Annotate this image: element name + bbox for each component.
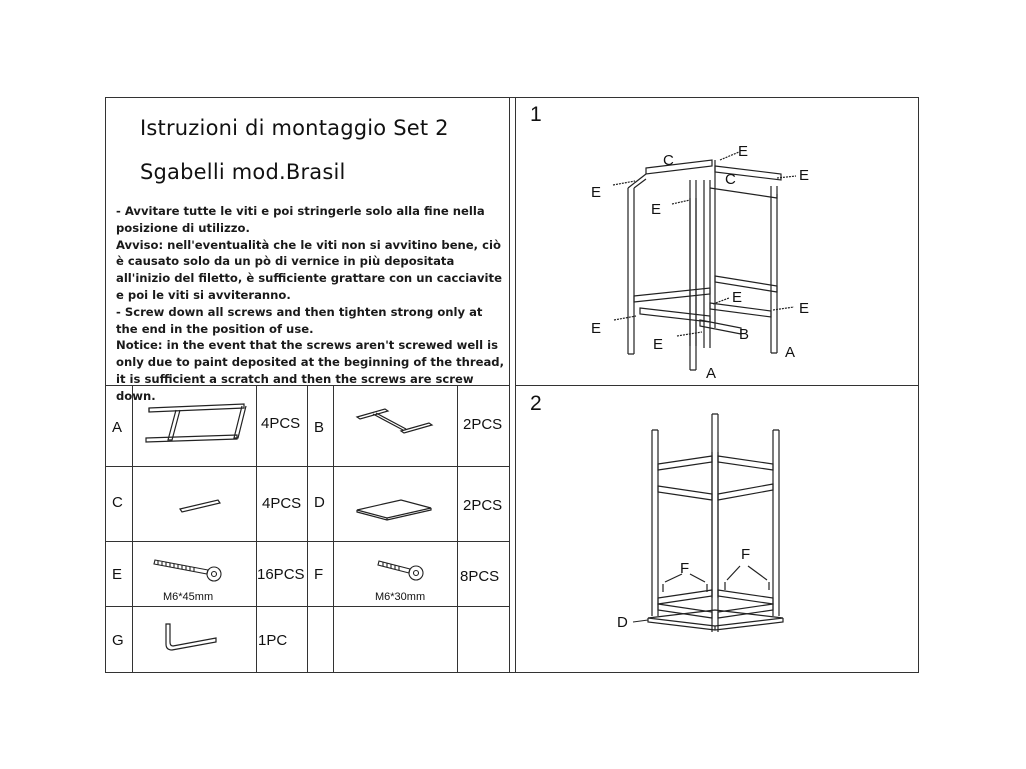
short-bolt-icon	[376, 558, 436, 588]
label-e-3: E	[799, 167, 810, 184]
note-en-1: - Screw down all screws and then tighten strong only at the end in the position of use.	[116, 304, 483, 336]
part-qty-b: 2PCS	[463, 416, 503, 433]
note-en-2: Notice: in the event that the screws aren't screwed well is only due to paint deposited at the beginning of the thread, it is sufficient a scratch and then the screws are screw down.	[116, 338, 504, 403]
label-c-1: C	[663, 152, 674, 169]
part-letter-d: D	[314, 494, 325, 511]
part-letter-e: E	[112, 566, 123, 583]
note-it-2: Avviso: nell'eventualità che le viti non si avvitino bene, ciò è causato solo da un pò di vernice in più depositata all'inizio del filetto, è sufficiente grattare con un cacciavite e poi le viti si avviteranno.	[116, 237, 502, 302]
label-e-5: E	[732, 289, 743, 306]
part-qty-e: 16PCS	[257, 566, 305, 583]
parts-col-divider-3	[307, 385, 308, 673]
part-letter-f: F	[314, 566, 324, 583]
step-2-number: 2	[530, 392, 542, 415]
allen-key-icon	[160, 620, 230, 660]
label-e-1: E	[738, 143, 749, 160]
rod-c-icon	[178, 495, 228, 515]
side-frame-icon	[142, 400, 252, 450]
label-f-1: F	[680, 560, 690, 577]
label-e-7: E	[591, 320, 602, 337]
part-letter-g: G	[112, 632, 124, 649]
label-a-1: A	[785, 344, 796, 361]
part-spec-f: M6*30mm	[375, 591, 426, 603]
parts-col-divider-4	[333, 385, 334, 673]
label-e-4: E	[651, 201, 662, 218]
label-d: D	[617, 614, 628, 631]
part-letter-a: A	[112, 419, 123, 436]
part-qty-a: 4PCS	[261, 415, 301, 432]
label-a-2: A	[706, 365, 717, 382]
label-b: B	[739, 326, 750, 343]
parts-col-divider-2	[256, 385, 257, 673]
step-1-diagram	[515, 98, 905, 383]
step-2-diagram	[515, 386, 905, 671]
page-title: Istruzioni di montaggio Set 2	[140, 116, 449, 140]
label-c-2: C	[725, 171, 736, 188]
part-spec-e: M6*45mm	[163, 591, 214, 603]
assembly-notes	[116, 203, 506, 405]
label-e-8: E	[653, 336, 664, 353]
label-e-2: E	[591, 184, 602, 201]
part-letter-b: B	[314, 419, 325, 436]
parts-col-divider-1	[132, 385, 133, 673]
parts-col-divider-5	[457, 385, 458, 673]
step-1-number: 1	[530, 103, 542, 126]
part-qty-g: 1PC	[258, 632, 288, 649]
part-letter-c: C	[112, 494, 123, 511]
part-qty-f: 8PCS	[460, 568, 500, 585]
part-qty-c: 4PCS	[262, 495, 302, 512]
part-qty-d: 2PCS	[463, 497, 503, 514]
seat-board-icon	[355, 496, 435, 526]
long-bolt-icon	[152, 558, 232, 588]
label-e-6: E	[799, 300, 810, 317]
note-it-1: - Avvitare tutte le viti e poi stringerle solo alla fine nella posizione di utilizzo.	[116, 204, 485, 235]
crossbar-b-icon	[353, 403, 443, 443]
label-f-2: F	[741, 546, 751, 563]
page-subtitle: Sgabelli mod.Brasil	[140, 160, 346, 184]
